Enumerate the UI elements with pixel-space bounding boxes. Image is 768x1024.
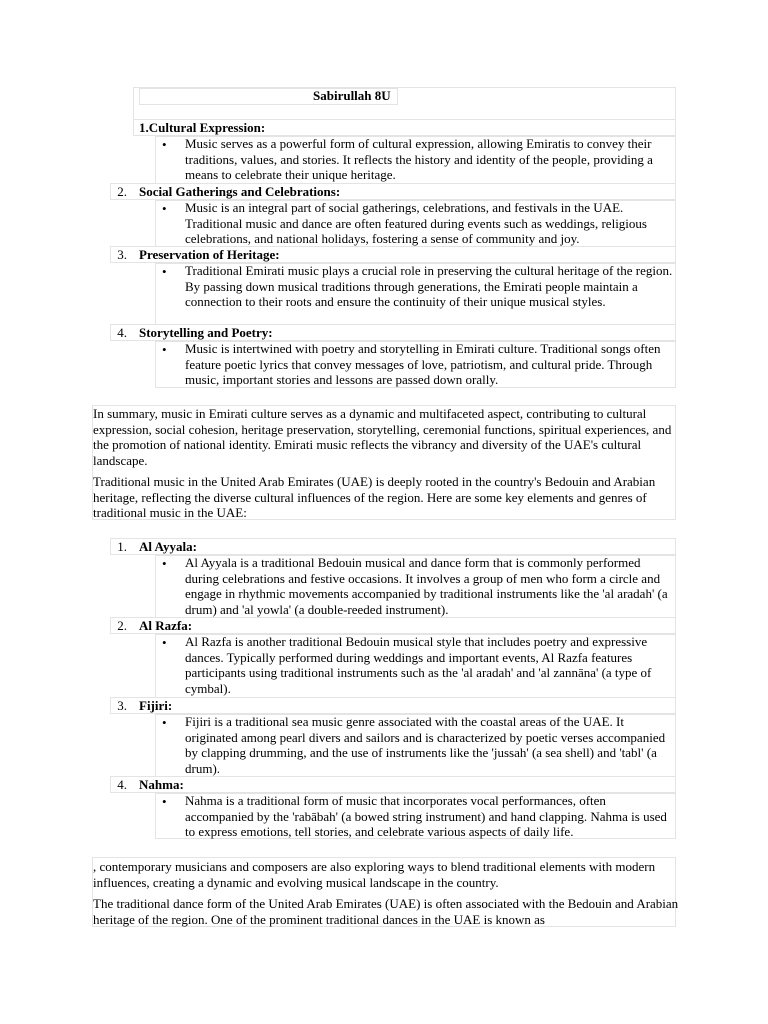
heading-number: 2. (117, 618, 127, 633)
heading-number: 2. (117, 184, 127, 199)
summary-paragraph: In summary, music in Emirati culture serves as a dynamic and multifaceted aspect, contributing to cultural expression, social cohesion, heritage preservation, storytelling, ceremonial functions, spiritual experiences, and the promotion of national identity. Emirati music reflects the vibrancy and diversity of the UAE's cultural landscape. (93, 406, 672, 468)
b4-heading-cell (110, 776, 676, 793)
bullet-icon: • (162, 137, 167, 152)
heading-number: 1. (139, 120, 149, 135)
section-a-heading-3: Preservation of Heritage: (139, 247, 280, 262)
section-a-heading-4: Storytelling and Poetry: (139, 325, 273, 340)
bullet-icon: • (162, 556, 167, 571)
section-b-heading-3: Fijiri: (139, 698, 173, 713)
section-b-heading-1: Al Ayyala: (139, 539, 197, 554)
bullet-icon: • (162, 635, 167, 650)
section-b-heading-4: Nahma: (139, 777, 184, 792)
bullet-icon: • (162, 342, 167, 357)
closing-paragraph-2: The traditional dance form of the United Arab Emirates (UAE) is often associated with the Bedouin and Arabian heritage of the region. One of the prominent traditional dances in the UAE is known as (93, 896, 679, 927)
heading-text: Cultural Expression: (148, 120, 266, 135)
section-b-bullet-2: Al Razfa is another traditional Bedouin musical style that includes poetry and expressive dances. Typically performed during weddings and important events, Al Razfa features participants using traditional instruments such as the 'al aradah' and 'al zannāna' (a type of cymbal). (185, 634, 652, 696)
section-a-bullet-3: Traditional Emirati music plays a crucial role in preserving the cultural heritage of the region. By passing down musical traditions through generations, the Emirati people maintain a connection to their roots and ensure the continuity of their unique musical styles. (185, 263, 673, 310)
section-a-heading-1 (139, 120, 265, 136)
bullet-icon: • (162, 794, 167, 809)
b3-heading-cell (110, 697, 676, 714)
section-a-bullet-2: Music is an integral part of social gatherings, celebrations, and festivals in the UAE. Traditional music and dance are often featured during events such as weddings, religious celebrations, and national holidays, fostering a sense of community and joy. (185, 200, 647, 247)
heading-number: 4. (117, 777, 127, 792)
section-a-bullet-1: Music serves as a powerful form of cultural expression, allowing Emiratis to convey their traditions, values, and stories. It reflects the history and identity of the people, providing a means to celebrate their unique heritage. (185, 136, 653, 183)
bullet-icon: • (162, 264, 167, 279)
section-b-heading-2: Al Razfa: (139, 618, 193, 633)
section-a-bullet-4: Music is intertwined with poetry and storytelling in Emirati culture. Traditional songs often feature poetic lyrics that convey messages of love, patriotism, and cultural pride. Through music, important stories and lessons are passed down orally. (185, 341, 661, 388)
bullet-icon: • (162, 715, 167, 730)
heading-number: 3. (117, 247, 127, 262)
section-b-bullet-1: Al Ayyala is a traditional Bedouin musical and dance form that is commonly performed during celebrations and festive occasions. It involves a group of men who form a circle and engage in rhythmic movements accompanied by traditional instruments like the 'al aradah' (a drum) and 'al yowla' (a double-reeded instrument). (185, 555, 668, 617)
heading-number: 3. (117, 698, 127, 713)
document-title: Sabirullah 8U (313, 88, 391, 103)
bullet-icon: • (162, 201, 167, 216)
intro-paragraph: Traditional music in the United Arab Emirates (UAE) is deeply rooted in the country's Bedouin and Arabian heritage, reflecting the diverse cultural influences of the region. Here are some key elements and genres of traditional music in the UAE: (93, 474, 656, 521)
section-a-heading-2: Social Gatherings and Celebrations: (139, 184, 341, 199)
section-b-bullet-4: Nahma is a traditional form of music that incorporates vocal performances, often accompanied by the 'rabābah' (a bowed string instrument) and hand clapping. Nahma is used to express emotions, tell stories, and celebrate various aspects of daily life. (185, 793, 667, 840)
heading-number: 1. (117, 539, 127, 554)
closing-paragraph-1: , contemporary musicians and composers are also exploring ways to blend traditional elements with modern influences, creating a dynamic and evolving musical landscape in the country. (93, 859, 656, 890)
b2-heading-cell (110, 617, 676, 634)
section-b-bullet-3: Fijiri is a traditional sea music genre associated with the coastal areas of the UAE. It originated among pearl divers and sailors and is characterized by poetic verses accompanied by clapping drumming, and the use of instruments like the 'jussah' (a sea shell) and 'tabl' (a drum). (185, 714, 666, 776)
heading-number: 4. (117, 325, 127, 340)
